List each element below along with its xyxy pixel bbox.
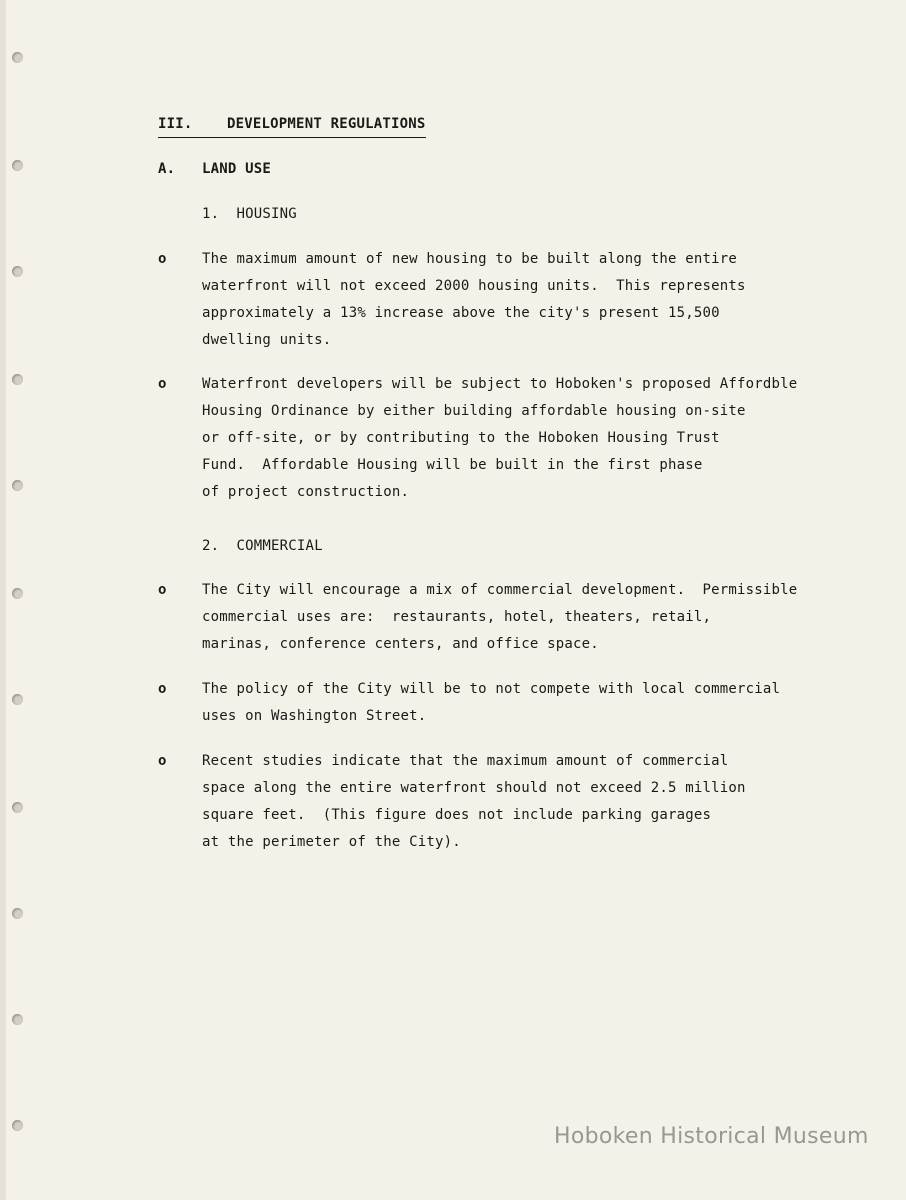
housing-title: HOUSING	[236, 206, 297, 222]
paragraph-line: space along the entire waterfront should not exceed 2.5 million	[202, 780, 746, 796]
binder-hole	[12, 694, 23, 705]
housing-heading	[202, 201, 297, 228]
commercial-paragraph-3	[202, 748, 746, 856]
paragraph-line: commercial uses are: restaurants, hotel, theaters, retail,	[202, 609, 712, 625]
commercial-paragraph-1	[202, 577, 797, 658]
binder-hole	[12, 266, 23, 277]
commercial-paragraph-2	[202, 676, 780, 730]
binder-hole	[12, 52, 23, 63]
paragraph-line: uses on Washington Street.	[202, 708, 427, 724]
binder-hole	[12, 480, 23, 491]
museum-watermark: Hoboken Historical Museum	[554, 1124, 869, 1149]
paragraph-line: Waterfront developers will be subject to Hoboken's proposed Affordble	[202, 376, 798, 392]
commercial-title: COMMERCIAL	[236, 538, 323, 554]
paragraph-line: or off-site, or by contributing to the Hoboken Housing Trust	[202, 430, 720, 446]
section-heading	[158, 112, 426, 138]
bullet-marker: o	[158, 753, 167, 769]
paragraph-line: Fund. Affordable Housing will be built in the first phase	[202, 457, 703, 473]
housing-paragraph-1	[202, 246, 746, 354]
commercial-number: 2.	[202, 538, 220, 554]
binder-hole	[12, 908, 23, 919]
housing-paragraph-2	[202, 371, 797, 506]
paragraph-line: dwelling units.	[202, 332, 332, 348]
binder-hole	[12, 374, 23, 385]
section-number: III.	[158, 116, 193, 132]
binder-hole	[12, 1120, 23, 1131]
paragraph-line: The City will encourage a mix of commercial development. Permissible	[202, 582, 798, 598]
paragraph-line: The maximum amount of new housing to be built along the entire	[202, 251, 737, 267]
page-edge	[0, 0, 6, 1200]
paragraph-line: marinas, conference centers, and office space.	[202, 636, 599, 652]
paragraph-line: of project construction.	[202, 484, 410, 500]
binder-hole	[12, 588, 23, 599]
housing-number: 1.	[202, 206, 220, 222]
bullet-marker: o	[158, 681, 167, 697]
commercial-heading	[202, 533, 323, 560]
paragraph-line: Housing Ordinance by either building affordable housing on-site	[202, 403, 746, 419]
paragraph-line: waterfront will not exceed 2000 housing units. This represents	[202, 278, 746, 294]
paragraph-line: The policy of the City will be to not compete with local commercial	[202, 681, 781, 697]
paragraph-line: approximately a 13% increase above the city's present 15,500	[202, 305, 720, 321]
paragraph-line: square feet. (This figure does not include parking garages	[202, 807, 712, 823]
subsection-title: LAND USE	[202, 161, 272, 177]
paragraph-line: Recent studies indicate that the maximum amount of commercial	[202, 753, 729, 769]
binder-hole	[12, 1014, 23, 1025]
bullet-marker: o	[158, 376, 167, 392]
bullet-marker: o	[158, 582, 167, 598]
section-title: DEVELOPMENT REGULATIONS	[227, 116, 426, 132]
binder-hole	[12, 802, 23, 813]
bullet-marker: o	[158, 251, 167, 267]
subsection-letter: A.	[158, 161, 176, 177]
paragraph-line: at the perimeter of the City).	[202, 834, 461, 850]
binder-hole	[12, 160, 23, 171]
